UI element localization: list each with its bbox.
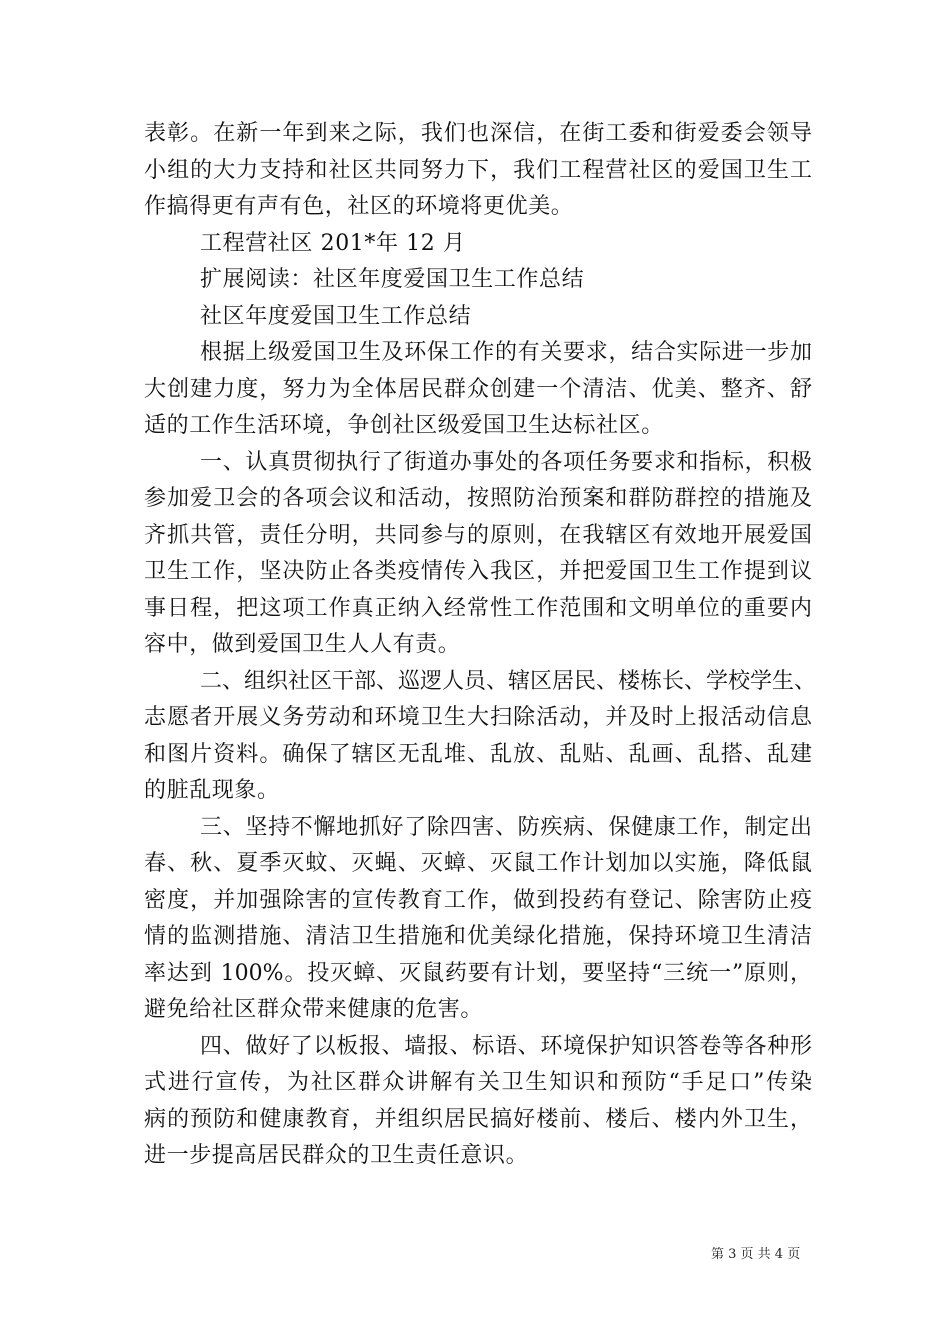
text-line: 率达到 100%。投灭蟑、灭鼠药要有计划，要坚持“三统一”原则， [144,960,812,986]
text-line: 适的工作生活环境，争创社区级爱国卫生达标社区。 [144,413,664,438]
text-line: 齐抓共管，责任分明，共同参与的原则，在我辖区有效地开展爱国 [144,522,812,548]
text-line: 大创建力度，努力为全体居民群众创建一个清洁、优美、整齐、舒 [144,376,812,402]
text-line: 一、认真贯彻执行了街道办事处的各项任务要求和指标，积极 [200,449,812,475]
text-line: 作搞得更有声有色，社区的环境将更优美。 [144,194,574,219]
text-line: 小组的大力支持和社区共同努力下，我们工程营社区的爱国卫生工 [144,157,812,183]
text-line: 情的监测措施、清洁卫生措施和优美绿化措施，保持环境卫生清洁 [144,924,812,949]
text-line: 参加爱卫会的各项会议和活动，按照防治预案和群防群控的措施及 [144,486,812,511]
text-line: 志愿者开展义务劳动和环境卫生大扫除活动，并及时上报活动信息 [144,705,812,730]
text-line: 根据上级爱国卫生及环保工作的有关要求，结合实际进一步加 [200,340,812,365]
text-line: 事日程，把这项工作真正纳入经常性工作范围和文明单位的重要内 [144,595,812,621]
text-line: 三、坚持不懈地抓好了除四害、防疾病、保健康工作，制定出 [200,814,812,840]
text-line: 表彰。在新一年到来之际，我们也深信，在街工委和街爱委会领导 [144,121,812,146]
text-line: 四、做好了以板报、墙报、标语、环境保护知识答卷等各种形 [200,1033,812,1059]
text-line: 避免给社区群众带来健康的危害。 [144,997,484,1022]
text-line: 工程营社区 201*年 12 月 [200,230,466,256]
text-line: 进一步提高居民群众的卫生责任意识。 [144,1143,529,1168]
text-line: 二、组织社区干部、巡逻人员、辖区居民、楼栋长、学校学生、 [200,668,817,694]
document-body [144,116,817,1175]
text-line: 的脏乱现象。 [144,778,280,803]
text-line: 春、秋、夏季灭蚊、灭蝇、灭蟑、灭鼠工作计划加以实施，降低鼠 [144,851,812,876]
text-line: 社区年度爱国卫生工作总结 [200,303,472,329]
text-line: 密度，并加强除害的宣传教育工作，做到投药有登记、除害防止疫 [144,887,812,913]
text-line: 病的预防和健康教育，并组织居民搞好楼前、楼后、楼内外卫生， [144,1106,812,1132]
text-line: 容中，做到爱国卫生人人有责。 [144,632,461,657]
text-line: 卫生工作，坚决防止各类疫情传入我区，并把爱国卫生工作提到议 [144,559,812,584]
text-line: 和图片资料。确保了辖区无乱堆、乱放、乱贴、乱画、乱搭、乱建 [144,741,812,767]
text-line: 扩展阅读：社区年度爱国卫生工作总结 [200,267,585,292]
page-number: 第 3 页 共 4 页 [711,1247,801,1262]
text-line: 式进行宣传，为社区群众讲解有关卫生知识和预防“手足口”传染 [144,1070,812,1095]
